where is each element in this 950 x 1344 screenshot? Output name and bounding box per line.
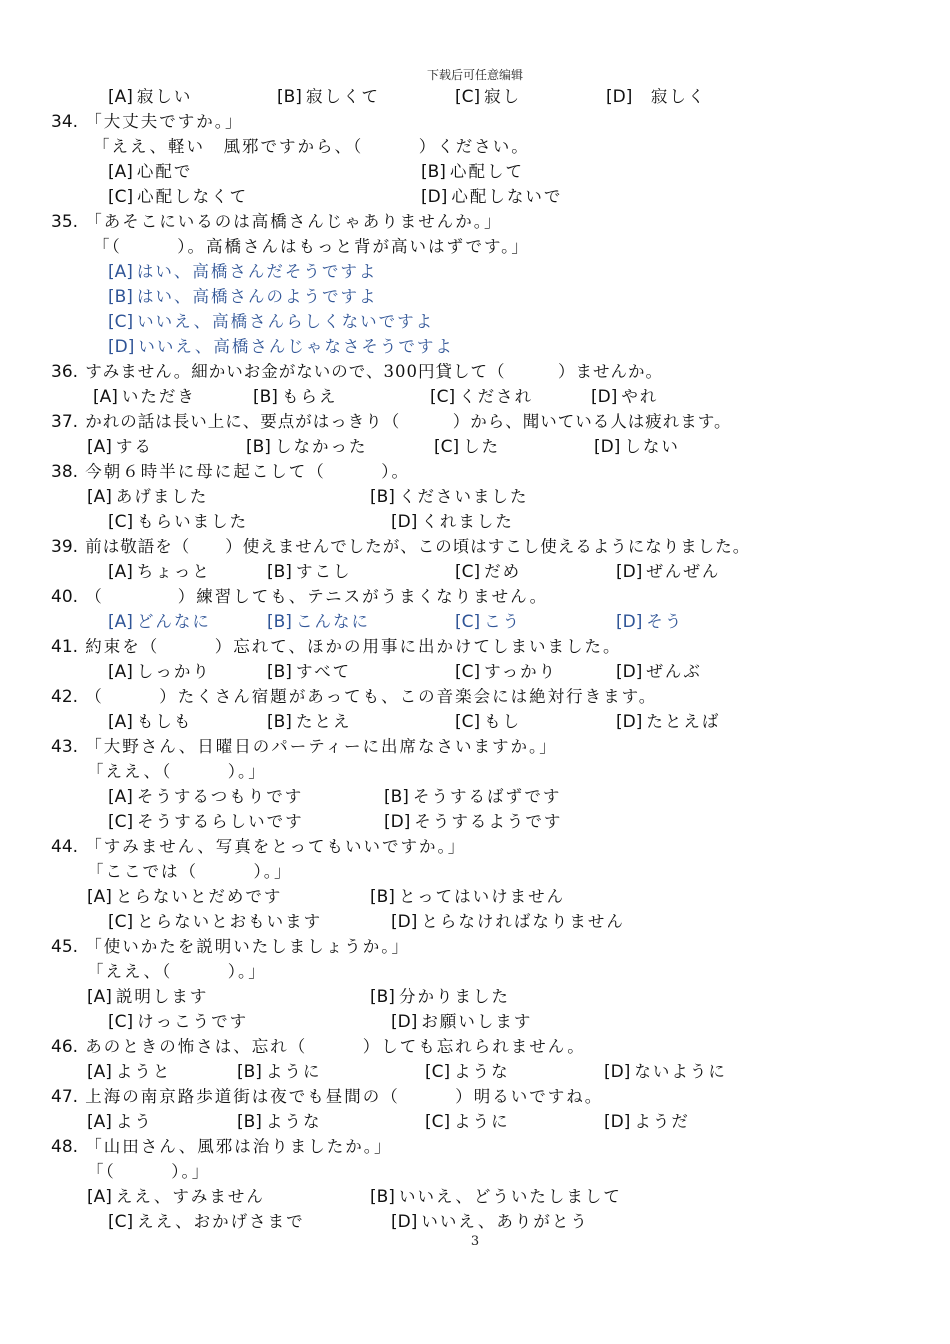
- option-d: [D] いいえ、ありがとう: [391, 1212, 589, 1232]
- question-number: 38.: [51, 462, 79, 482]
- question-48: [51, 1134, 393, 1159]
- option-c: [C] もし: [455, 712, 522, 732]
- question-number: 35.: [51, 212, 79, 232]
- question-text: 「すみません、写真をとってもいいですか。」: [85, 837, 467, 856]
- option-d: [D] ないように: [604, 1062, 727, 1082]
- question-46: [51, 1034, 586, 1059]
- option-c: [C] だめ: [455, 562, 522, 582]
- option-a: [A] あげました: [87, 487, 209, 507]
- option-a: [A] 寂しい: [108, 87, 193, 107]
- question-text: 約束を（ ）忘れて、ほかの用事に出かけてしまいました。: [85, 637, 622, 656]
- question-text: 「大野さん、日曜日のパーティーに出席なさいますか。」: [85, 737, 558, 756]
- question-number: 43.: [51, 737, 79, 757]
- option-a: [A] 説明します: [87, 987, 209, 1007]
- page-number: 3: [470, 1234, 480, 1249]
- question-35-line2: 「（ ）。高橋さんはもっと背が高いはずです。」: [93, 237, 530, 256]
- option-a: [A] しっかり: [108, 662, 211, 682]
- option-c: [C] いいえ、高橋さんらしくないですよ: [108, 312, 435, 332]
- option-a: [A] 心配で: [108, 162, 193, 182]
- question-number: 41.: [51, 637, 79, 657]
- question-44: [51, 834, 466, 859]
- question-48-line2: 「（ ）。」: [87, 1162, 211, 1181]
- question-number: 47.: [51, 1087, 79, 1107]
- option-c: [C] けっこうです: [108, 1012, 249, 1032]
- option-a: [A] する: [87, 437, 153, 457]
- option-a: [A] はい、高橋さんだそうですよ: [108, 262, 378, 282]
- option-b: [B] 分かりました: [370, 987, 510, 1007]
- question-40: [51, 584, 548, 609]
- option-a: [A] いただき: [93, 387, 196, 407]
- option-d: [D] いいえ、高橋さんじゃなさそうですよ: [108, 337, 454, 357]
- option-c: [C] した: [434, 437, 501, 457]
- option-c: [C] ような: [425, 1062, 510, 1082]
- option-c: [C] すっかり: [455, 662, 558, 682]
- option-d: [D] やれ: [591, 387, 659, 407]
- question-number: 40.: [51, 587, 79, 607]
- question-number: 44.: [51, 837, 79, 857]
- question-text: あのときの怖さは、忘れ（ ）しても忘れられません。: [85, 1037, 586, 1056]
- option-c: [C] そうするらしいです: [108, 812, 304, 832]
- option-b: [B] しなかった: [246, 437, 368, 457]
- question-35: [51, 209, 503, 234]
- question-47: [51, 1084, 603, 1109]
- option-b: [B] すこし: [267, 562, 352, 582]
- option-b: [B] ように: [237, 1062, 322, 1082]
- question-42: [51, 684, 657, 709]
- option-a: [A] ちょっと: [108, 562, 211, 582]
- question-number: 46.: [51, 1037, 79, 1057]
- option-d: [D] ぜんぜん: [616, 562, 721, 582]
- option-a: [A] とらないとだめです: [87, 887, 283, 907]
- question-number: 42.: [51, 687, 79, 707]
- question-text: 前は敬語を（ ）使えませんでしたが、この頃はすこし使えるようになりました。: [85, 537, 751, 556]
- question-text: すみません。細かいお金がないので、300円貸して（ ）ませんか。: [85, 362, 663, 381]
- option-c: [C] ように: [425, 1112, 510, 1132]
- question-38: [51, 459, 410, 484]
- option-b: [B] 心配して: [421, 162, 524, 182]
- question-43-line2: 「ええ、（ ）。」: [87, 762, 267, 781]
- option-d: [D] くれました: [391, 512, 514, 532]
- page-header: 下载后可任意编辑: [426, 68, 523, 82]
- option-c: [C] ええ、おかげさまで: [108, 1212, 305, 1232]
- option-d: [D] お願いします: [391, 1012, 533, 1032]
- option-b: [B] くださいました: [370, 487, 529, 507]
- option-c: [C] くだされ: [430, 387, 534, 407]
- question-text: かれの話は長い上に、要点がはっきり（ ）から、聞いている人は疲れます。: [85, 412, 732, 431]
- question-39: [51, 534, 750, 559]
- option-d: [D] とらなければなりません: [391, 912, 625, 932]
- option-b: [B] いいえ、どういたしまして: [370, 1187, 622, 1207]
- question-text: 「あそこにいるのは高橋さんじゃありませんか。」: [85, 212, 503, 231]
- option-a: [A] そうするつもりです: [108, 787, 304, 807]
- option-a: [A] どんなに: [108, 612, 211, 632]
- option-a: [A] ええ、すみません: [87, 1187, 265, 1207]
- option-b: [B] そうするばずです: [384, 787, 562, 807]
- option-a: [A] よう: [87, 1112, 153, 1132]
- option-c: [C] 心配しなくて: [108, 187, 249, 207]
- question-number: 39.: [51, 537, 79, 557]
- option-b: [B] 寂しくて: [277, 87, 380, 107]
- question-text: 今朝６時半に母に起こして（ ）。: [85, 462, 411, 481]
- option-b: [B] たとえ: [267, 712, 352, 732]
- option-b: [B] すべて: [267, 662, 352, 682]
- option-d: [D] しない: [594, 437, 680, 457]
- option-a: [A] もしも: [108, 712, 193, 732]
- option-d: [D] そう: [616, 612, 684, 632]
- option-d: [D] 寂しく: [606, 87, 707, 107]
- option-d: [D] たとえば: [616, 712, 721, 732]
- option-b: [B] はい、高橋さんのようですよ: [108, 287, 378, 307]
- option-b: [B] こんなに: [267, 612, 370, 632]
- question-45-line2: 「ええ、（ ）。」: [87, 962, 267, 981]
- question-41: [51, 634, 621, 659]
- question-44-line2: 「ここでは（ ）。」: [87, 862, 293, 881]
- question-text: （ ）練習しても、テニスがうまくなりません。: [85, 587, 549, 606]
- option-c: [C] こう: [455, 612, 522, 632]
- option-b: [B] ような: [237, 1112, 322, 1132]
- question-text: （ ）たくさん宿題があっても、この音楽会には絶対行きます。: [85, 687, 658, 706]
- question-34: [51, 109, 244, 134]
- question-text: 「使いかたを説明いたしましょうか。」: [85, 937, 411, 956]
- option-d: [D] そうするようです: [384, 812, 563, 832]
- question-number: 37.: [51, 412, 79, 432]
- option-c: [C] もらいました: [108, 512, 249, 532]
- question-text: 「大丈夫ですか。」: [85, 112, 244, 131]
- option-b: [B] とってはいけません: [370, 887, 566, 907]
- question-text: 上海の南京路歩道街は夜でも昼間の（ ）明るいですね。: [85, 1087, 604, 1106]
- question-45: [51, 934, 410, 959]
- option-d: [D] 心配しないで: [421, 187, 563, 207]
- question-34-line2: 「ええ、軽い 風邪ですから、（ ）ください。: [93, 137, 530, 156]
- option-c: [C] 寂し: [455, 87, 522, 107]
- option-d: [D] ぜんぶ: [616, 662, 702, 682]
- option-a: [A] ようと: [87, 1062, 172, 1082]
- option-d: [D] ようだ: [604, 1112, 690, 1132]
- option-c: [C] とらないとおもいます: [108, 912, 323, 932]
- question-text: 「山田さん、風邪は治りましたか。」: [85, 1137, 393, 1156]
- question-37: [51, 409, 731, 434]
- question-number: 45.: [51, 937, 79, 957]
- question-number: 48.: [51, 1137, 79, 1157]
- question-43: [51, 734, 558, 759]
- question-number: 34.: [51, 112, 79, 132]
- question-36: [51, 359, 663, 384]
- question-number: 36.: [51, 362, 79, 382]
- option-b: [B] もらえ: [253, 387, 338, 407]
